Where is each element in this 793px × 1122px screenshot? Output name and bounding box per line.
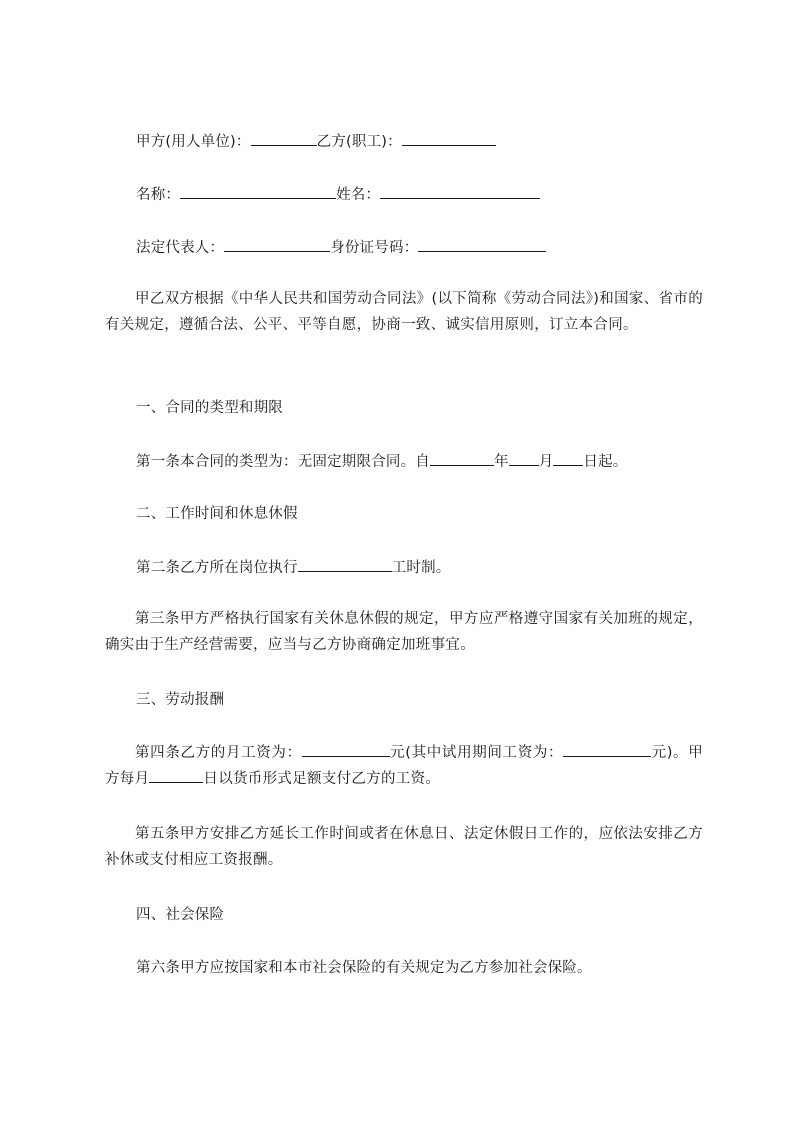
person-name-label: 姓名：	[336, 187, 381, 203]
article2-text: 第二条乙方所在岗位执行	[136, 560, 298, 576]
article4-part4: 日以货币形式足额支付乙方的工资。	[203, 771, 441, 787]
article2-suffix: 工时制。	[391, 560, 451, 576]
article4-part3: 元)。甲方每月	[105, 745, 703, 787]
section1-heading: 一、合同的类型和期限	[136, 400, 283, 416]
article5: 第五条甲方安排乙方延长工作时间或者在休息日、法定休假日工作的，应依法安排乙方补休或支付相应工资报酬。	[105, 826, 703, 868]
id-number-label: 身份证号码：	[330, 240, 419, 256]
article2-worktime-blank[interactable]	[298, 557, 392, 572]
party-b-label: 乙方(职工)：	[316, 134, 402, 150]
id-number-blank[interactable]	[418, 237, 546, 252]
party-a-blank[interactable]	[251, 131, 317, 146]
person-name-blank[interactable]	[380, 184, 540, 199]
article6: 第六条甲方应按国家和本市社会保险的有关规定为乙方参加社会保险。	[136, 960, 592, 976]
article4-part1: 第四条乙方的月工资为：	[135, 745, 302, 761]
article2	[136, 557, 451, 578]
article3: 第三条甲方严格执行国家有关休息休假的规定，甲方应严格遵守国家有关加班的规定，确实由于生产经营需要，应当与乙方协商确定加班事宜。	[105, 611, 703, 653]
party-b-blank[interactable]	[402, 131, 496, 146]
name-label: 名称：	[136, 187, 181, 203]
article1-month-label: 月	[538, 454, 554, 470]
section2-heading: 二、工作时间和休息休假	[136, 506, 298, 522]
article1-year-label: 年	[494, 454, 509, 470]
name-blank[interactable]	[180, 184, 336, 199]
legal-rep-blank[interactable]	[224, 237, 330, 252]
article1-day-blank[interactable]	[553, 451, 583, 466]
article1	[136, 451, 628, 472]
article1-year-blank[interactable]	[430, 451, 494, 466]
article1-text: 第一条本合同的类型为：无固定期限合同。自	[136, 454, 430, 470]
section3-heading: 三、劳动报酬	[136, 692, 225, 708]
article4-part2: 元(其中试用期间工资为：	[389, 745, 564, 761]
legal-rep-label: 法定代表人：	[136, 240, 225, 256]
article4	[105, 740, 703, 792]
section4-heading: 四、社会保险	[136, 907, 225, 923]
pay-day-blank[interactable]	[149, 768, 203, 783]
party-a-label: 甲方(用人单位)：	[136, 134, 251, 150]
name-line	[136, 184, 540, 205]
party-line	[136, 131, 496, 152]
probation-salary-blank[interactable]	[563, 742, 651, 757]
legal-rep-line	[136, 237, 546, 258]
article1-month-blank[interactable]	[509, 451, 539, 466]
article1-day-label: 日起。	[583, 454, 628, 470]
intro-paragraph: 甲乙双方根据《中华人民共和国劳动合同法》(以下简称《劳动合同法》)和国家、省市的有关规定，遵循合法、公平、平等自愿，协商一致、诚实信用原则，订立本合同。	[105, 291, 703, 333]
monthly-salary-blank[interactable]	[302, 742, 390, 757]
